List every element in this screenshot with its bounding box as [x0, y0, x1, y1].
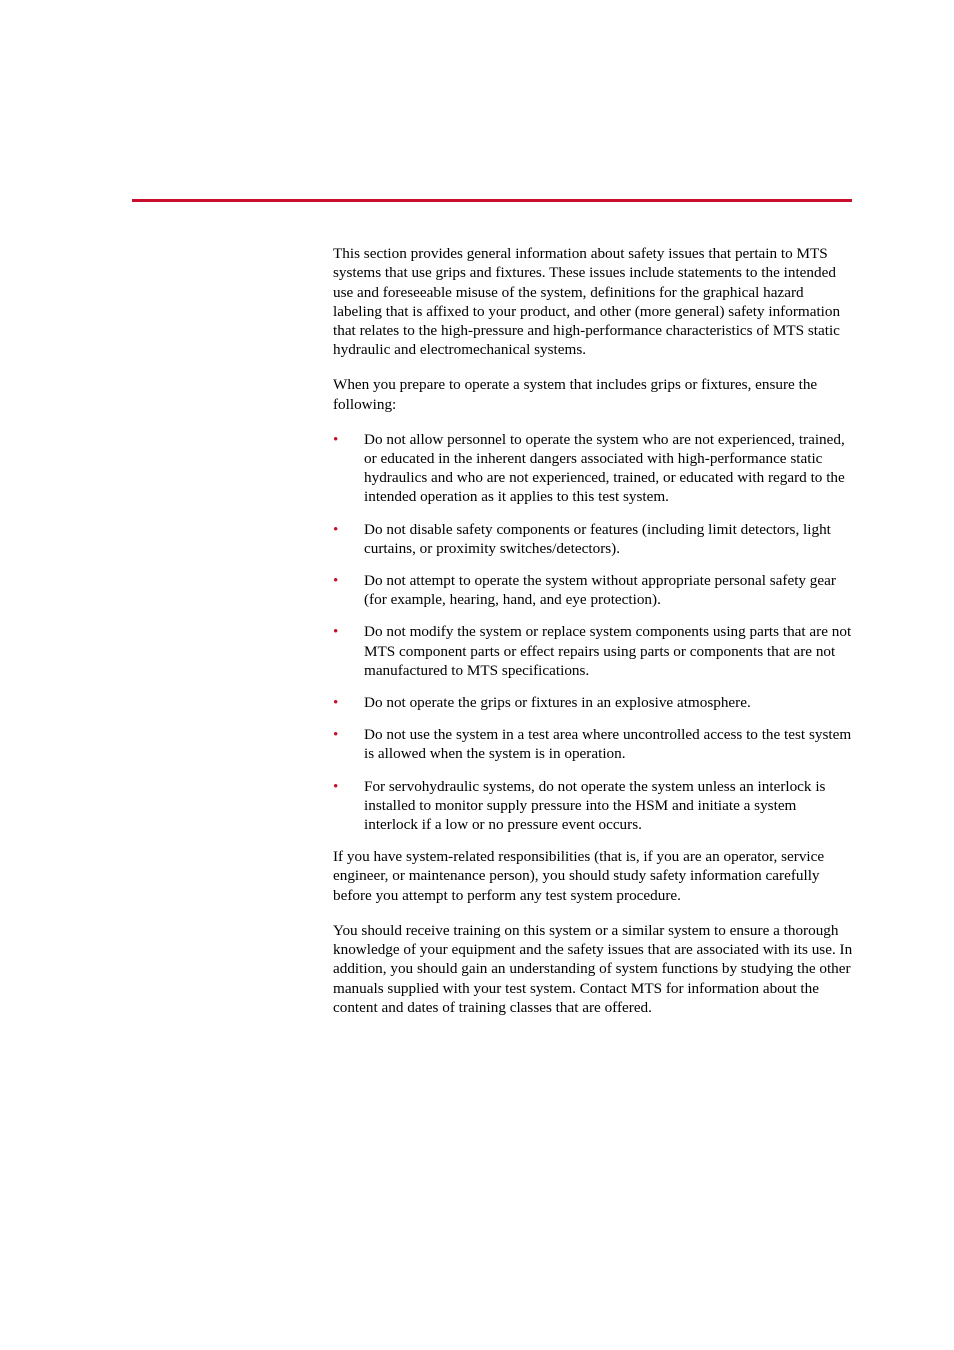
list-item-text: For servohydraulic systems, do not operate the system unless an interlock is installed to monitor supply pressure into the HSM and initiate a system interlock if a low or no pressure event occurs.	[364, 777, 826, 834]
list-item-text: Do not disable safety components or features (including limit detectors, light curtains, or proximity switches/detectors).	[364, 520, 831, 557]
list-item	[333, 520, 853, 559]
list-item	[333, 571, 853, 610]
bullet-icon: •	[333, 694, 339, 712]
header-rule	[132, 199, 852, 202]
intro-paragraph: This section provides general information about safety issues that pertain to MTS systems that use grips and fixtures. These issues include statements to the intended use and foreseeable misuse of the system, definitions for the graphical hazard labeling that is affixed to your product, and other (more general) safety information that relates to the high-pressure and high-performance characteristics of MTS static hydraulic and electromechanical systems.	[333, 245, 841, 359]
list-item	[333, 693, 853, 712]
list-item-text: Do not allow personnel to operate the system who are not experienced, trained, or educated in the inherent dangers associated with high-performance static hydraulics and who are not experienced, trained, or educated with regard to the intended operation as it applies to this test system.	[364, 430, 845, 506]
body-content	[333, 244, 853, 1033]
list-item-text: Do not operate the grips or fixtures in an explosive atmosphere.	[364, 694, 751, 712]
list-item-text: Do not modify the system or replace system components using parts that are not MTS component parts or effect repairs using parts or components that are not manufactured to MTS specifications.	[364, 623, 852, 679]
list-item-text: Do not attempt to operate the system without appropriate personal safety gear (for example, hearing, hand, and eye protection).	[364, 571, 836, 609]
bullet-icon: •	[333, 623, 339, 641]
list-item-text: Do not use the system in a test area where uncontrolled access to the test system is allowed when the system is in operation.	[364, 726, 852, 763]
responsibilities-paragraph: If you have system-related responsibilities (that is, if you are an operator, service engineer, or maintenance person), you should study safety information carefully before you attempt to perform any test system procedure.	[333, 848, 825, 904]
bullet-icon: •	[333, 571, 339, 589]
safety-bullet-list	[333, 430, 853, 835]
ensure-paragraph: When you prepare to operate a system that includes grips or fixtures, ensure the following:	[333, 376, 818, 413]
bullet-icon: •	[333, 430, 339, 448]
bullet-icon: •	[333, 726, 339, 744]
list-item	[333, 777, 853, 835]
list-item	[333, 430, 853, 507]
training-paragraph: You should receive training on this system or a similar system to ensure a thorough knowledge of your equipment and the safety issues that are associated with its use. In addition, you should gain an understanding of system functions by studying the other manuals supplied with your test system. Contact MTS for information about the content and dates of training classes that are offered.	[333, 921, 853, 1016]
list-item	[333, 725, 853, 764]
bullet-icon: •	[333, 777, 339, 795]
bullet-icon: •	[333, 520, 339, 538]
list-item	[333, 622, 853, 680]
